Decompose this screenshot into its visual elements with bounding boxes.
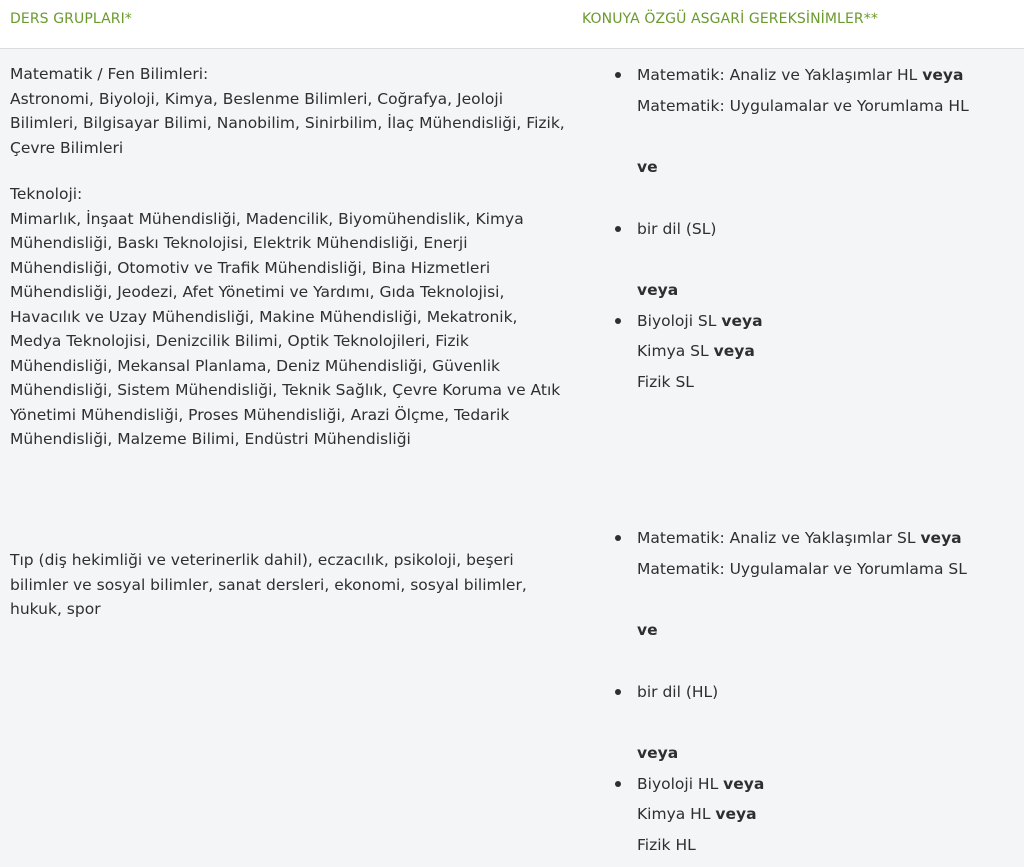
math-science-subjects: Astronomi, Biyoloji, Kimya, Beslenme Bilimleri, Coğrafya, Jeoloji Bilimleri, Bilgisayar Bilimi, Nanobilim, Sinirbilim, İlaç Mühendisliği, Fizik, Çevre Bilimleri — [10, 89, 565, 157]
list-item: bir dil (SL) — [613, 214, 1018, 245]
header-subject-groups: DERS GRUPLARI* — [10, 11, 132, 27]
conjunction-or: veya — [637, 744, 679, 762]
list-item: Matematik: Analiz ve Yaklaşımlar HL veya Matematik: Uygulamalar ve Yorumlama HL — [613, 60, 1018, 121]
row1-math-group — [10, 62, 565, 160]
table-header — [0, 0, 1024, 49]
bullet-icon — [615, 318, 621, 324]
technology-title: Teknoloji: — [10, 185, 83, 203]
bullet-icon — [615, 226, 621, 232]
header-min-requirements: KONUYA ÖZGÜ ASGARİ GEREKSİNİMLER** — [582, 11, 878, 27]
bullet-icon — [615, 689, 621, 695]
conjunction-or: veya — [637, 281, 679, 299]
row1-tech-group — [10, 182, 565, 452]
list-item: bir dil (HL) — [613, 677, 1018, 708]
row2-group — [10, 548, 565, 622]
list-item: Biyoloji HL veya Kimya HL veya Fizik HL — [613, 769, 1018, 861]
medicine-humanities-subjects: Tıp (diş hekimliği ve veterinerlik dahil), eczacılık, psikoloji, beşeri bilimler ve sosyal bilimler, sanat dersleri, ekonomi, sosyal bilimler, hukuk, spor — [10, 551, 527, 618]
conjunction-and: ve — [637, 158, 658, 176]
list-item: Matematik: Analiz ve Yaklaşımlar SL veya Matematik: Uygulamalar ve Yorumlama SL — [613, 523, 1018, 584]
bullet-icon — [615, 781, 621, 787]
math-science-title: Matematik / Fen Bilimleri: — [10, 65, 209, 83]
row1-requirements — [613, 60, 1018, 397]
conjunction-and: ve — [637, 621, 658, 639]
bullet-icon — [615, 72, 621, 78]
bullet-icon — [615, 535, 621, 541]
list-item: Biyoloji SL veya Kimya SL veya Fizik SL — [613, 306, 1018, 398]
technology-subjects: Mimarlık, İnşaat Mühendisliği, Madencilik, Biyomühendislik, Kimya Mühendisliği, Baskı Teknolojisi, Elektrik Mühendisliği, Enerji Mühendisliği, Otomotiv ve Trafik Mühendisliği, Bina Hizmetleri Mühendisliği, Jeodezi, Afet Yönetimi ve Yardımı, Gıda Teknolojisi, Havacılık ve Uzay Mühendisliği, Makine Mühendisliği, Mekatronik, Medya Teknolojisi, Denizcilik Bilimi, Optik Teknolojileri, Fizik Mühendisliği, Mekansal Planlama, Deniz Mühendisliği, Güvenlik Mühendisliği, Sistem Mühendisliği, Teknik Sağlık, Çevre Koruma ve Atık Yönetimi Mühendisliği, Proses Mühendisliği, Arazi Ölçme, Tedarik Mühendisliği, Malzeme Bilimi, Endüstri Mühendisliği — [10, 209, 561, 448]
row2-requirements — [613, 523, 1018, 860]
